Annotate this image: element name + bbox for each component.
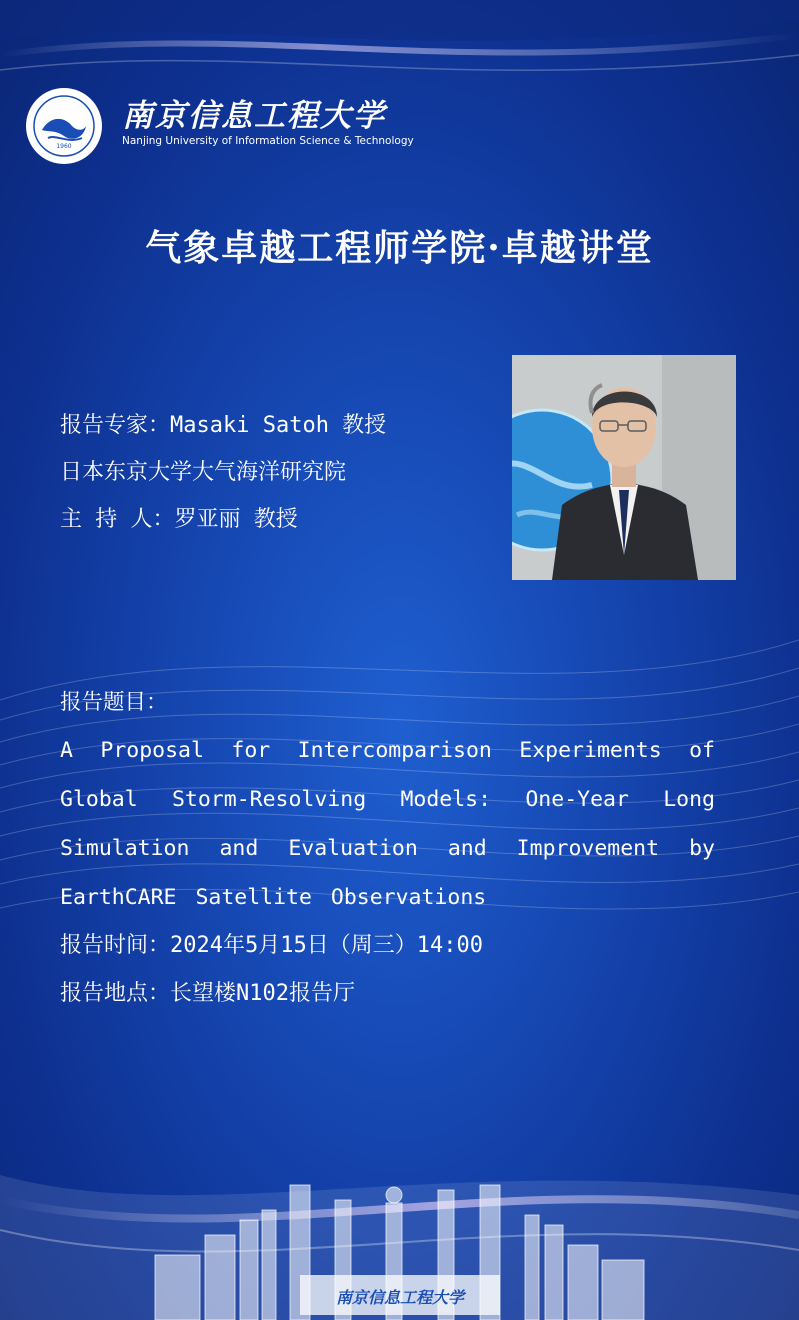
report-place: 报告地点：长望楼N102报告厅: [60, 981, 355, 1006]
host-line: 主 持 人：罗亚丽 教授: [60, 507, 298, 532]
topic-text: A Proposal for Intercomparison Experiments of Global Storm-Resolving Models: One-Year Long Simulation and Evaluation and Improvement by EarthCARE Satellite Observations: [60, 738, 715, 910]
seal-year: 1960: [56, 143, 72, 150]
university-seal-icon: [24, 86, 104, 166]
university-logo: [24, 86, 414, 166]
speaker-info: [60, 402, 386, 543]
speaker-affiliation: 日本东京大学大气海洋研究院: [60, 460, 347, 485]
topic-label: 报告题目：: [60, 690, 168, 715]
campus-skyline-decoration: [150, 1175, 650, 1320]
university-name-en: Nanjing University of Information Science & Technology: [122, 135, 414, 147]
university-name-cn: 南京信息工程大学: [122, 98, 386, 134]
building-sign-text: 南京信息工程大学: [335, 1288, 465, 1307]
report-time: 报告时间：2024年5月15日（周三）14:00: [60, 933, 483, 958]
page-title: 气象卓越工程师学院·卓越讲堂: [145, 227, 654, 269]
speaker-expert: 报告专家：Masaki Satoh 教授: [60, 413, 387, 438]
speaker-photo: [512, 355, 736, 580]
speaker-portrait-icon: [512, 355, 736, 580]
report-details: [60, 680, 715, 1018]
